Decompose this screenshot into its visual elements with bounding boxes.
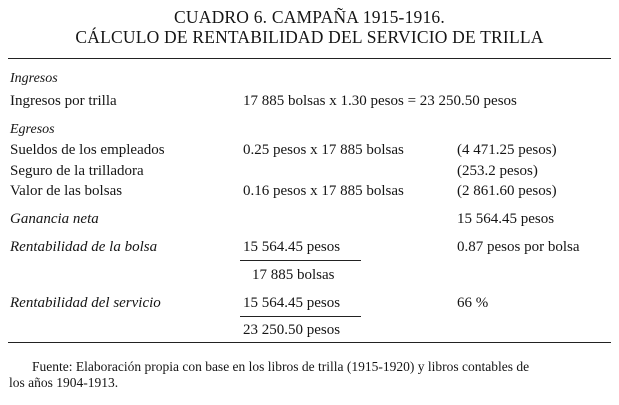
egresos-header: Egresos <box>10 122 55 137</box>
table-title-line-2: CÁLCULO DE RENTABILIDAD DEL SERVICIO DE TRILLA <box>75 27 544 47</box>
table-title-line-1: CUADRO 6. CAMPAÑA 1915-1916. <box>174 7 445 27</box>
footnote-line-1: Fuente: Elaboración propia con base en los libros de trilla (1915-1920) y libros contables de <box>32 359 530 374</box>
bottom-rule <box>8 342 611 343</box>
rentabilidad-servicio-value: 66 % <box>457 295 489 311</box>
egresos-row-value: (2 861.60 pesos) <box>457 183 557 199</box>
ganancia-neta-value: 15 564.45 pesos <box>457 211 555 227</box>
egresos-row-calc: 0.16 pesos x 17 885 bolsas <box>243 183 404 199</box>
rentabilidad-servicio-fraction-bar <box>240 316 361 317</box>
rentabilidad-servicio-numerator: 15 564.45 pesos <box>243 295 341 311</box>
egresos-row-label: Seguro de la trilladora <box>10 163 144 179</box>
egresos-row-label: Sueldos de los empleados <box>10 142 165 158</box>
ingresos-row-label: Ingresos por trilla <box>10 93 117 109</box>
egresos-row-calc: 0.25 pesos x 17 885 bolsas <box>243 142 404 158</box>
rentabilidad-bolsa-numerator: 15 564.45 pesos <box>243 239 341 255</box>
egresos-row-value: (253.2 pesos) <box>457 163 538 179</box>
rentabilidad-bolsa-value: 0.87 pesos por bolsa <box>457 239 580 255</box>
rentabilidad-servicio-denominator: 23 250.50 pesos <box>243 322 341 338</box>
ganancia-neta-label: Ganancia neta <box>10 211 99 227</box>
rentabilidad-bolsa-denominator: 17 885 bolsas <box>252 267 335 283</box>
footnote-line-2: los años 1904-1913. <box>9 375 119 390</box>
egresos-row-value: (4 471.25 pesos) <box>457 142 557 158</box>
egresos-row-label: Valor de las bolsas <box>10 183 123 199</box>
rentabilidad-servicio-label: Rentabilidad del servicio <box>10 295 161 311</box>
ingresos-row-calc: 17 885 bolsas x 1.30 pesos = 23 250.50 pesos <box>243 93 517 109</box>
top-rule <box>8 58 611 59</box>
rentabilidad-bolsa-fraction-bar <box>240 260 361 261</box>
rentabilidad-bolsa-label: Rentabilidad de la bolsa <box>10 239 158 255</box>
ingresos-header: Ingresos <box>10 71 58 86</box>
